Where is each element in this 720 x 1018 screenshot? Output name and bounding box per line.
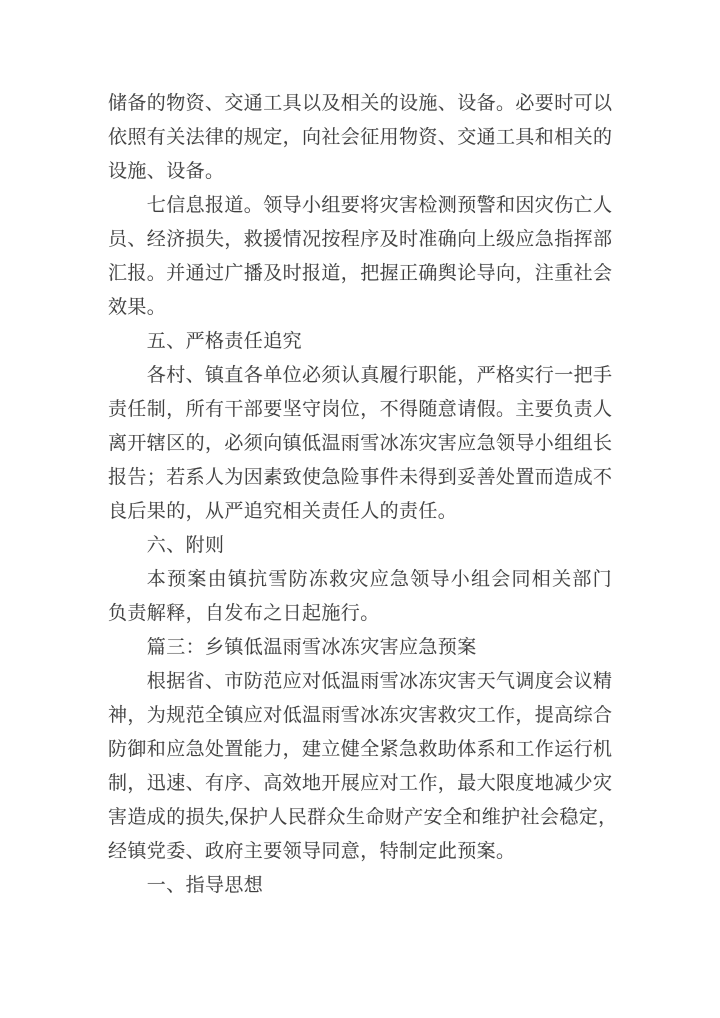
text-line: 良后果的，从严追究相关责任人的责任。: [108, 501, 458, 522]
text-line: 效果。: [108, 297, 167, 318]
text-line: 五、严格责任追究: [146, 331, 302, 352]
text-line: 离开辖区的，必须向镇低温雨雪冰冻灾害应急领导小组组长: [108, 433, 613, 454]
text-line: 报告；若系人为因素致使急险事件未得到妥善处置而造成不: [108, 467, 613, 488]
text-line: 害造成的损失,保护人民群众生命财产安全和维护社会稳定，: [108, 807, 618, 828]
text-line: 篇三：乡镇低温雨雪冰冻灾害应急预案: [146, 637, 477, 658]
text-line: 一、指导思想: [146, 875, 264, 896]
text-line: 汇报。并通过广播及时报道，把握正确舆论导向，注重社会: [108, 263, 613, 284]
text-line: 七信息报道。领导小组要将灾害检测预警和因灾伤亡人: [146, 195, 613, 216]
text-line: 六、附则: [146, 535, 225, 556]
text-line: 储备的物资、交通工具以及相关的设施、设备。必要时可以: [108, 93, 613, 114]
text-line: 依照有关法律的规定，向社会征用物资、交通工具和相关的: [108, 127, 613, 148]
text-line: 根据省、市防范应对低温雨雪冰冻灾害天气调度会议精: [146, 671, 613, 692]
text-line: 责任制，所有干部要坚守岗位，不得随意请假。主要负责人: [108, 399, 613, 420]
text-line: 神，为规范全镇应对低温雨雪冰冻灾害救灾工作，提高综合: [108, 705, 613, 726]
text-line: 防御和应急处置能力，建立健全紧急救助体系和工作运行机: [108, 739, 613, 760]
text-line: 负责解释，自发布之日起施行。: [108, 603, 380, 624]
text-line: 设施、设备。: [108, 161, 225, 182]
text-line: 员、经济损失，救援情况按程序及时准确向上级应急指挥部: [108, 229, 613, 250]
text-line: 经镇党委、政府主要领导同意，特制定此预案。: [108, 841, 516, 862]
text-line: 制，迅速、有序、高效地开展应对工作，最大限度地减少灾: [108, 773, 613, 794]
document-text-block: [108, 87, 618, 903]
text-line: 各村、镇直各单位必须认真履行职能，严格实行一把手: [146, 365, 613, 386]
text-line: 本预案由镇抗雪防冻救灾应急领导小组会同相关部门: [146, 569, 612, 590]
